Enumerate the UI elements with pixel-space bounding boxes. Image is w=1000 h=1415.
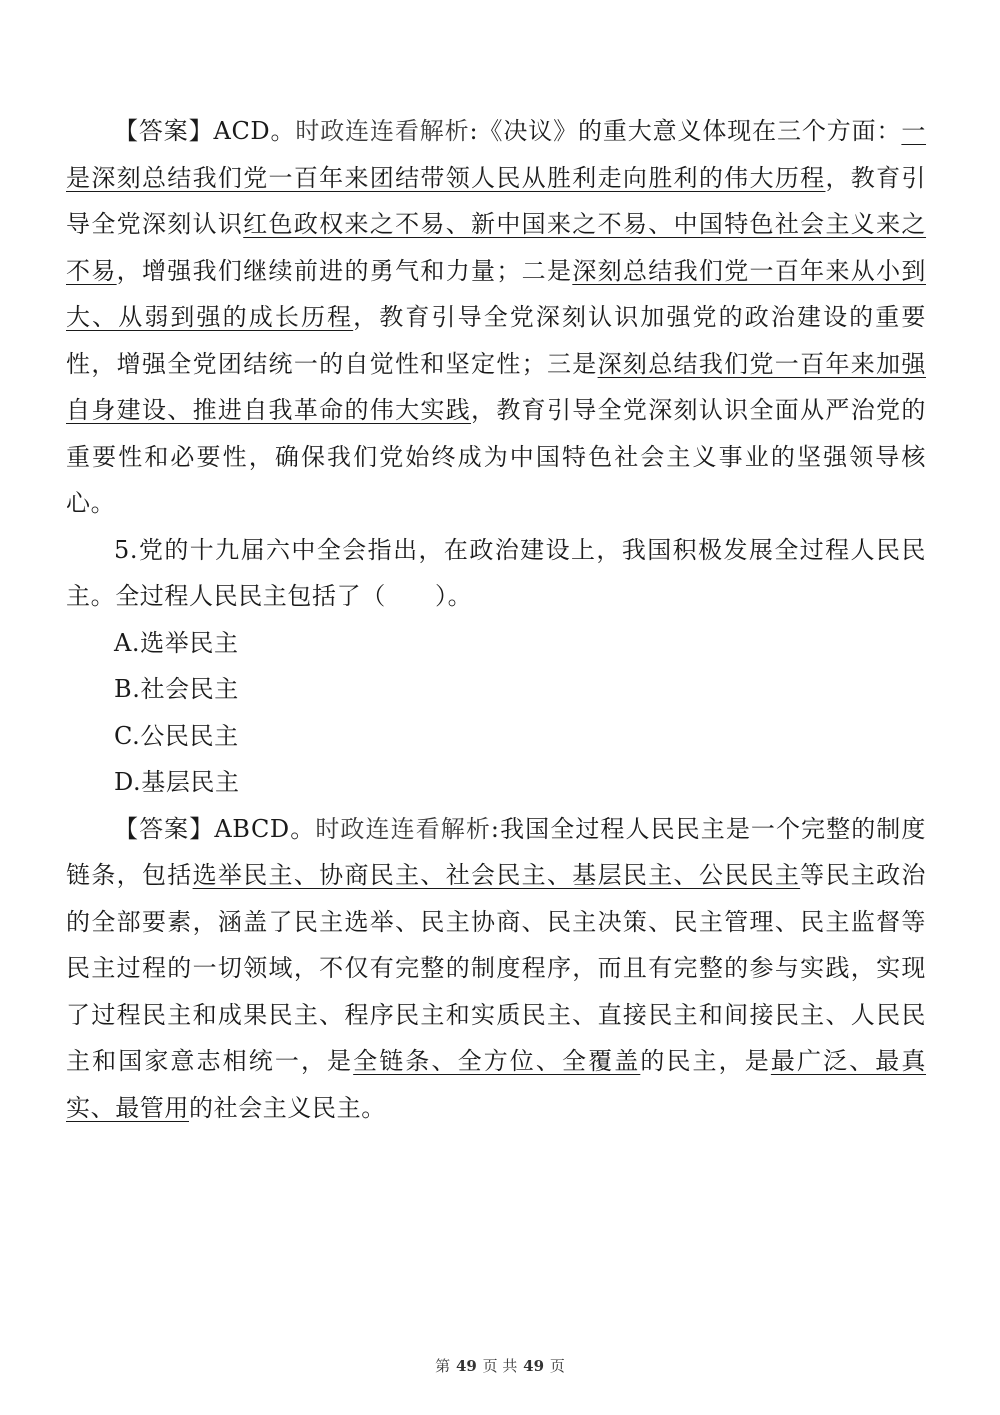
underlined-text: 最广泛、最真实、最管用 xyxy=(66,1047,927,1122)
underlined-text: 全链条、全方位、全覆盖 xyxy=(353,1047,641,1075)
text-segment: 的民主，是 xyxy=(640,1047,771,1075)
analysis-label: 时政连连看解析 xyxy=(315,814,491,843)
underlined-text: 深刻总结我们党一百年来从小到大、从弱到强的成长历程 xyxy=(66,256,926,331)
option-c: C.公民民主 xyxy=(114,721,239,750)
analysis-colon: : xyxy=(469,117,479,145)
underlined-text: 一是深刻总结我们党一百年来团结带领人民从胜利走向胜利的伟大历程 xyxy=(66,117,927,192)
analysis-colon: : xyxy=(490,814,500,843)
question-5-stem: 5.党的十九届六中全会指出，在政治建设上，我国积极发展全过程人民民主。全过程人民民主包括了（ ）。 xyxy=(66,535,926,610)
document-body xyxy=(66,108,926,1131)
answer-explanation-5 xyxy=(66,806,926,1132)
current-page-number: 49 xyxy=(455,1357,477,1375)
underlined-text: 红色政权来之不易、新中国来之不易、中国特色社会主义来之不易 xyxy=(66,210,927,285)
text-segment: 《决议》的重大意义体现在三个方面： xyxy=(478,117,902,145)
text-segment: 的社会主义民主。 xyxy=(189,1093,386,1122)
footer-prefix: 第 xyxy=(435,1357,451,1375)
text-segment: 等民主政治的全部要素，涵盖了民主选举、民主协商、民主决策、民主管理、民主监督等民主过程的一切领域，不仅有完整的制度程序，而且有完整的参与实践，实现了过程民主和成果民主、程序民主和实质民主、直接民主和间接民主、人民民主和国家意志相统一，是 xyxy=(66,861,927,1075)
page-footer xyxy=(0,1355,1000,1376)
answer-tag: 【答案】 xyxy=(114,814,215,843)
text-segment: ，增强我们继续前进的勇气和力量；二是 xyxy=(116,256,573,285)
underlined-text: 选举民主、协商民主、社会民主、基层民主、公民民主 xyxy=(192,861,801,889)
analysis-label: 时政连连看解析 xyxy=(295,117,470,145)
underlined-text: 深刻总结我们党一百年来加强自身建设、推进自我革命的伟大实践 xyxy=(66,349,926,424)
answer-value: ACD。 xyxy=(213,117,296,145)
option-a: A.选举民主 xyxy=(114,628,239,657)
option-d: D.基层民主 xyxy=(114,768,240,796)
option-b: B.社会民主 xyxy=(114,675,239,703)
text-segment: 我国全过程人民民主是一个完整的制度链条，包括 xyxy=(66,814,926,889)
total-page-number: 49 xyxy=(523,1357,545,1375)
text-segment: ，教育引导全党深刻认识全面从严治党的重要性和必要性，确保我们党始终成为中国特色社会主义事业的坚强领导核心。 xyxy=(66,396,926,517)
answer-value: ABCD。 xyxy=(214,814,316,843)
answer-tag: 【答案】 xyxy=(114,117,214,145)
footer-suffix: 页 xyxy=(549,1357,565,1375)
text-segment: ，教育引导全党深刻认识加强党的政治建设的重要性，增强全党团结统一的自觉性和坚定性；三是 xyxy=(66,303,926,378)
answer-explanation-4 xyxy=(66,108,926,527)
footer-mid: 页 共 xyxy=(482,1357,518,1375)
text-segment: ，教育引导全党深刻认识 xyxy=(66,163,926,238)
